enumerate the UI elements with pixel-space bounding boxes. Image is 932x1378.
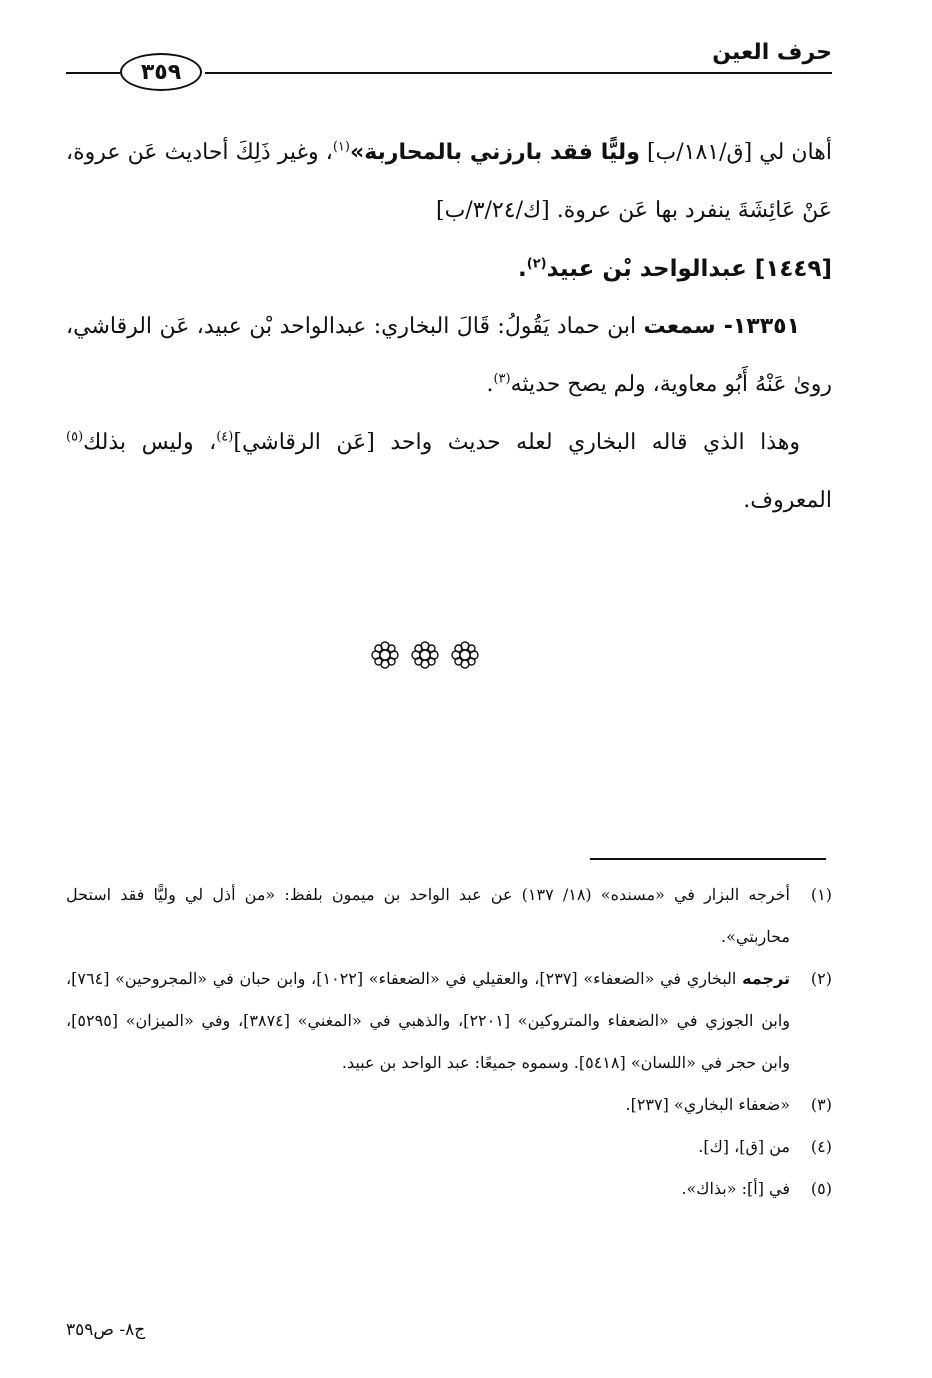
para1-line2: عروة، عَنْ عَائِشَةَ ينفرد بها عَن عروة. [ك/٣/٢٤/ب] [66,140,832,223]
paragraph-3 [66,414,832,530]
footnote-ref-2[interactable]: (٢) [526,256,547,272]
footnote-body: البخاري في «الضعفاء» [٢٣٧]، والعقيلي في «الضعفاء» [١٠٢٢]، وابن حبان في «المجروحين» [٧٦٤]، وابن الجوزي في «الضعفاء والمتروكين» [٢٢٠١]، والذهبي في «المغني» [٣٨٧٤]، وفي «الميزان» [٥٢٩٥]، وابن حجر في «اللسان» [٥٤١٨]. وسموه جميعًا: عبد الواحد بن عبيد. [66,969,791,1072]
footnote-ref-1[interactable]: (١) [332,139,350,155]
footnote-separator [590,858,826,860]
para2-line1: ابن حماد يَقُولُ: قَالَ البخاري: عبدالواحد بْن عبيد، عَن [159,314,644,339]
paragraph-1 [66,124,832,240]
header-rule [205,72,832,74]
footnote-ref-5[interactable]: (٥) [66,429,84,445]
para3-line2-pre: بذلك [83,430,127,455]
para1-bold-text: وليًّا فقد بارزني بالمحاربة» [349,140,640,165]
rosette-ornament-icon [410,640,440,674]
para2-line2: الرقاشي، روىٰ عَنْهُ أَبُو معاوية، ولم يصح حديثه [66,314,832,397]
footnote-number: (٣) [810,1095,832,1114]
footnote-item [66,1168,832,1210]
para3-line2-post: المعروف. [743,488,832,513]
rosette-ornament-icon [370,640,400,674]
para3-line1: وهذا الذي قاله البخاري لعله حديث واحد [عَن الرقاشي] [233,430,800,455]
footnote-number: (١) [810,885,832,904]
footnote-item [66,1126,832,1168]
section-separator [370,640,480,674]
footnote-text: في [أ]: «بذاك». [681,1179,790,1198]
para3-line1-post: ، وليس [141,430,217,455]
volume-page-reference: ج٨- ص٣٥٩ [66,1320,146,1340]
para2-tail: . [486,372,494,397]
narration-number: ١٣٣٥١- [715,314,800,339]
footnote-number: (٢) [810,969,832,988]
footnote-item [66,1084,832,1126]
paragraph-2 [66,298,832,414]
footnote-bold-text: ترجمه [742,969,791,988]
footnote-number: (٤) [810,1137,832,1156]
footnote-text: من [ق]، [ك]. [698,1137,790,1156]
footnote-text: أخرجه البزار في «مسنده» (١٨/ ١٣٧) عن عبد الواحد بن ميمون بلفظ: «من أذل لي وليًّا فقد استحل محاربتي». [66,885,790,946]
rosette-ornament-icon [450,640,480,674]
footnotes [66,874,832,1210]
footnote-ref-4[interactable]: (٤) [216,429,234,445]
main-text [66,124,832,530]
footnote-item [66,958,832,1084]
para1-text-post: ، وغير ذَلِكَ أحاديث عَن [127,140,333,165]
entry-heading [66,240,832,298]
entry-heading-text: [١٤٤٩] عبدالواحد بْن عبيد [546,256,832,282]
page-number-badge [120,53,202,91]
entry-heading-tail: . [518,256,527,282]
footnote-item [66,874,832,958]
footnote-text: «ضعفاء البخاري» [٢٣٧]. [625,1095,790,1114]
header-rule-left [66,72,120,74]
para1-text: أهان لي [ق/١٨١/ب] [639,140,832,165]
page-number: ٣٥٩ [140,59,182,85]
narration-keyword: سمعت [643,314,716,339]
running-header-title: حرف العين [712,40,832,65]
footnote-ref-3[interactable]: (٣) [493,371,511,387]
footnote-text [66,958,790,1084]
footnote-number: (٥) [810,1179,832,1198]
